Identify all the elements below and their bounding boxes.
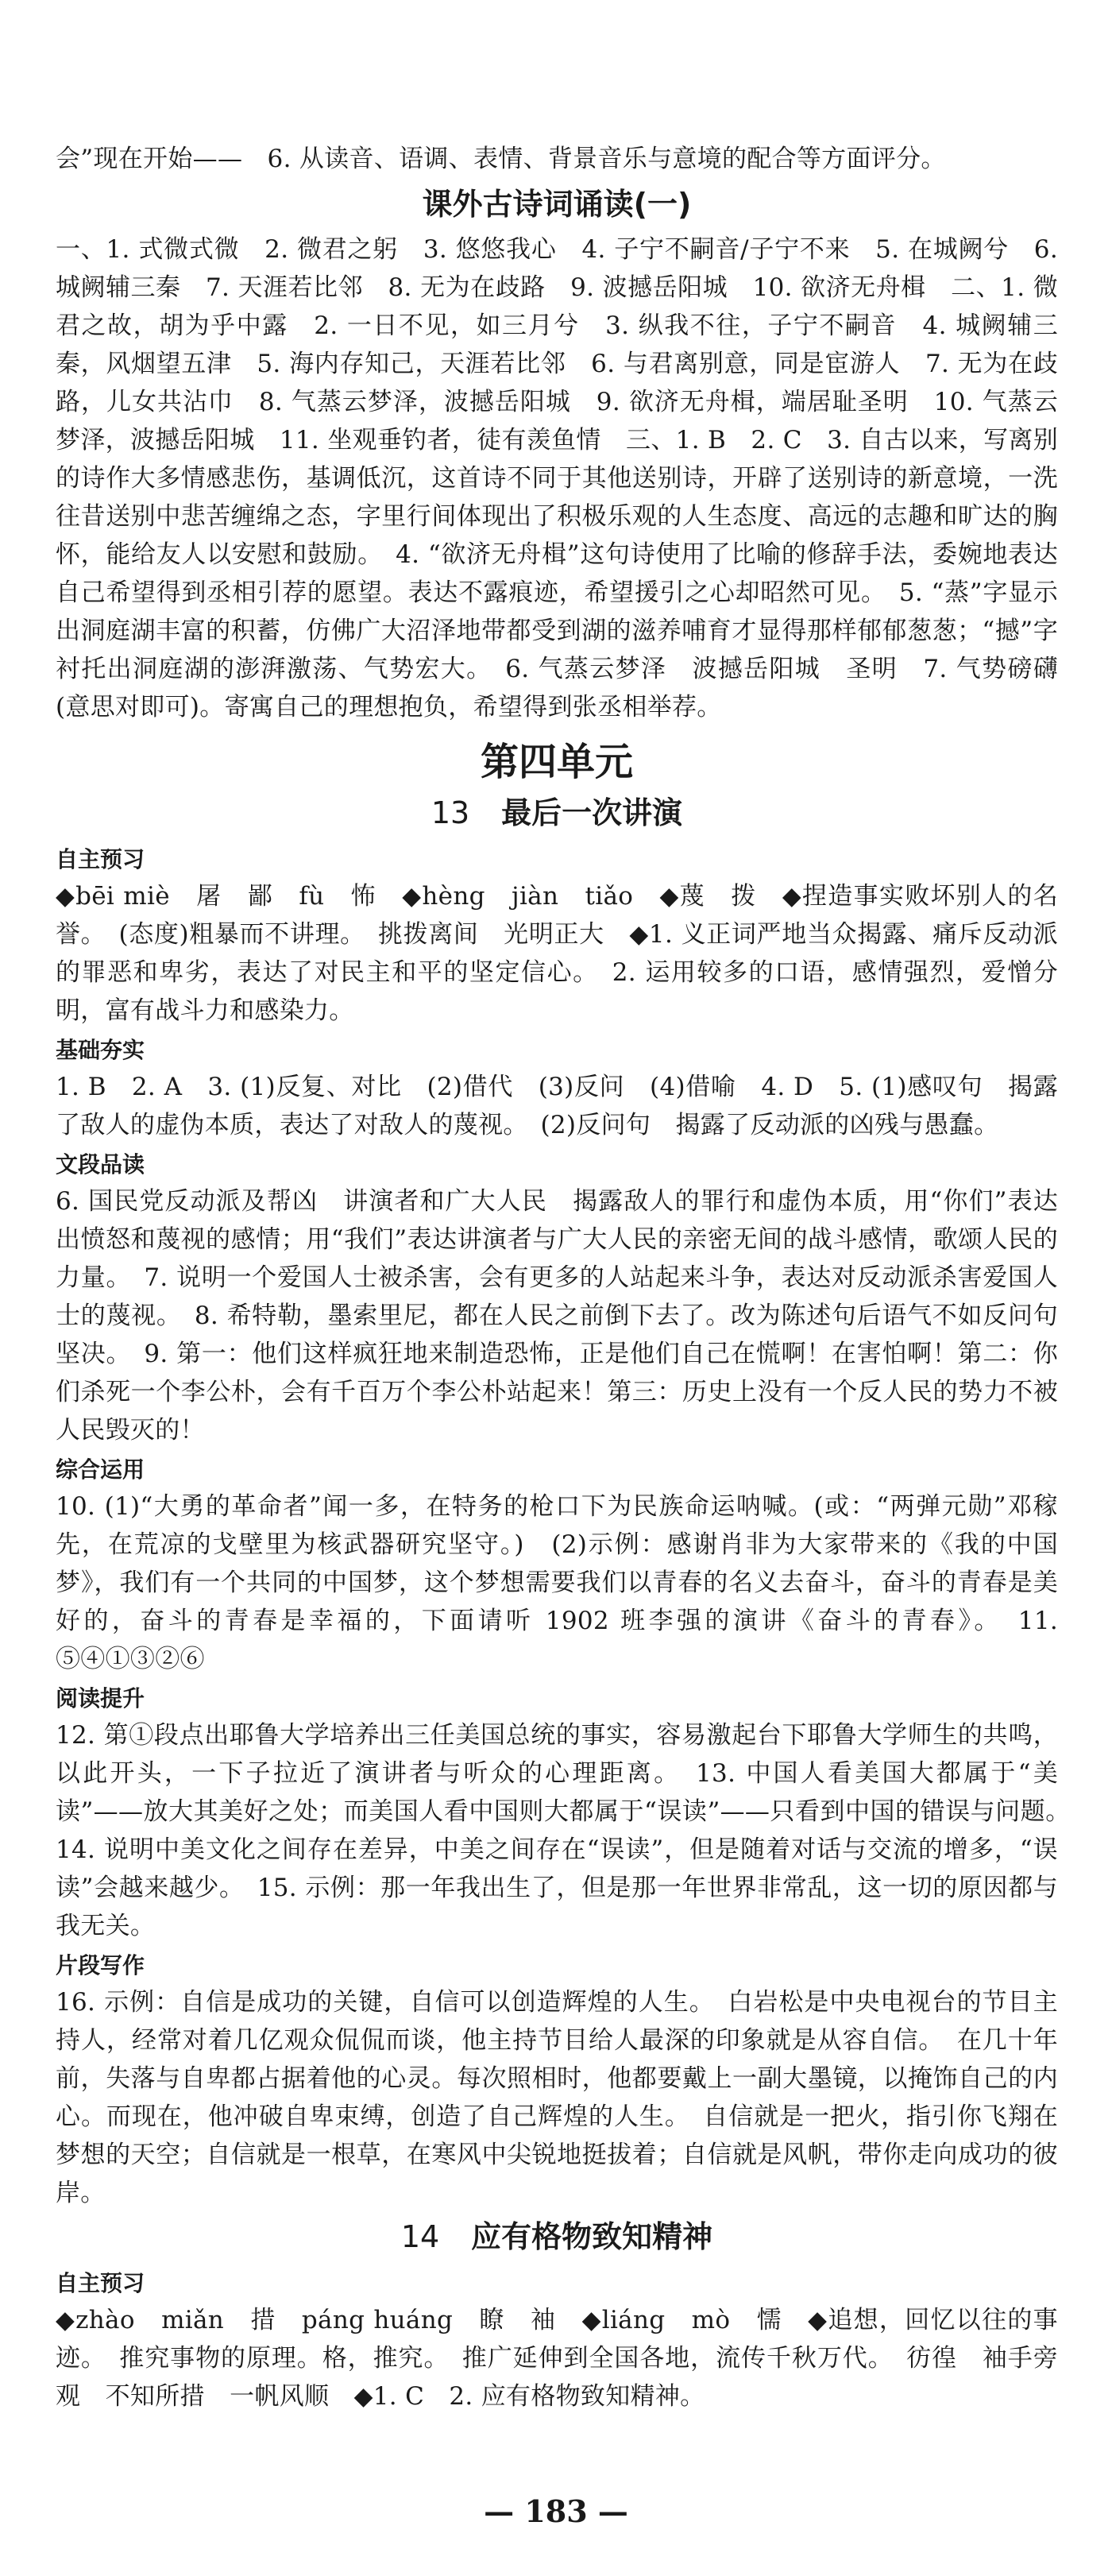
l13-basics-answers: 1. B 2. A 3. (1)反复、对比 (2)借代 (3)反问 (4)借喻 4. D 5. (1)感叹句 揭露了敌人的虚伪本质，表达了对敌人的蔑视。 (2)反问句 揭露了反动派的凶残与愚蠢。: [56, 1073, 1058, 1139]
l14-preview-answers: ◆zhào miǎn 措 páng huáng 瞭 袖 ◆liáng mò 懦 ◆追想，回忆以往的事迹。 推究事物的原理。格，推究。 推广延伸到全国各地，流传千秋万代。 彷徨 袖手旁观 不知所措 一帆风顺 ◆1. C 2. 应有格物致知精神。: [56, 2306, 1058, 2411]
l13-preview-answers: ◆bēi miè 屠 鄙 fù 怖 ◆hèng jiàn tiǎo ◆蔑 拨 ◆捏造事实败坏别人的名誉。 (态度)粗暴而不讲理。 挑拨离间 光明正大 ◆1. 义正词严地当众揭露、痛斥反动派的罪恶和卑劣，表达了对民主和平的坚定信心。 2. 运用较多的口语，感情强烈，爱憎分明，富有战斗力和感染力。: [56, 882, 1058, 1025]
section-title: 课外古诗词诵读(一): [422, 187, 692, 222]
page-number: — 183 —: [484, 2493, 628, 2529]
l13-reading-label: 文段品读: [56, 1151, 145, 1178]
lesson-13-heading: [56, 788, 1058, 837]
l13-advanced-answers: 12. 第①段点出耶鲁大学培养出三任美国总统的事实，容易激起台下耶鲁大学师生的共鸣，以此开头，一下子拉近了演讲者与听众的心理距离。 13. 中国人看美国大都属于“美读”——放大其美好之处；而美国人看中国则大都属于“误读”——只看到中国的错误与问题。 14. 说明中美文化之间存在差异，中美之间存在“误读”，但是随着对话与交流的增多，“误读”会越来越少。 15. 示例：那一年我出生了，但是那一年世界非常乱，这一切的原因都与我无关。: [56, 1721, 1083, 1940]
l13-writing-label: 片段写作: [56, 1952, 145, 1978]
lesson-13-title: 最后一次讲演: [501, 795, 683, 830]
l13-integrated-label: 综合运用: [56, 1456, 145, 1483]
unit-title: 第四单元: [480, 740, 633, 784]
lesson-14-number: 14: [400, 2219, 440, 2254]
l13-preview-label: 自主预习: [56, 846, 145, 872]
lesson-14-heading: [56, 2212, 1058, 2261]
l13-integrated-answers: 10. (1)“大勇的革命者”闻一多，在特务的枪口下为民族命运呐喊。(或：“两弹元勋”邓稼先，在荒凉的戈壁里为核武器研究坚守。) (2)示例：感谢肖非为大家带来的《我的中国梦》，我们有一个共同的中国梦，这个梦想需要我们以青春的名义去奋斗，奋斗的青春是美好的，奋斗的青春是幸福的，下面请听 1902 班李强的演讲《奋斗的青春》。 11. ⑤④①③②⑥: [56, 1492, 1058, 1673]
intro-line: 会”现在开始—— 6. 从读音、语调、表情、背景音乐与意境的配合等方面评分。: [56, 145, 946, 173]
l13-basics-label: 基础夯实: [56, 1037, 145, 1063]
l13-writing-answers: 16. 示例：自信是成功的关键，自信可以创造辉煌的人生。 白岩松是中央电视台的节目主持人，经常对着几亿观众侃侃而谈，他主持节目给人最深的印象就是从容自信。 在几十年前，失落与自卑都占据着他的心灵。每次照相时，他都要戴上一副大墨镜，以掩饰自己的内心。而现在，他冲破自卑束缚，创造了自己辉煌的人生。 自信就是一把火，指引你飞翔在梦想的天空；自信就是一根草，在寒风中尖锐地挺拔着；自信就是风帆，带你走向成功的彼岸。: [56, 1988, 1058, 2207]
lesson-14-title: 应有格物致知精神: [471, 2219, 713, 2254]
lesson-13-number: 13: [431, 795, 470, 830]
content-flow: [56, 140, 1083, 2415]
l13-reading-answers: 6. 国民党反动派及帮凶 讲演者和广大人民 揭露敌人的罪行和虚伪本质，用“你们”表达出愤怒和蔑视的感情；用“我们”表达讲演者与广大人民的亲密无间的战斗感情，歌颂人民的力量。 7. 说明一个爱国人士被杀害，会有更多的人站起来斗争，表达对反动派杀害爱国人士的蔑视。 8. 希特勒，墨索里尼，都在人民之前倒下去了。改为陈述句后语气不如反问句坚决。 9. 第一：他们这样疯狂地来制造恐怖，正是他们自己在慌啊！在害怕啊！第二：你们杀死一个李公朴，会有千百万个李公朴站起来！第三：历史上没有一个反人民的势力不被人民毁灭的！: [56, 1187, 1058, 1445]
poetry-answers: 一、1. 式微式微 2. 微君之躬 3. 悠悠我心 4. 子宁不嗣音/子宁不来 5. 在城阙兮 6. 城阙辅三秦 7. 天涯若比邻 8. 无为在歧路 9. 波撼岳阳城 10. 欲济无舟楫 二、1. 微君之故，胡为乎中露 2. 一日不见，如三月兮 3. 纵我不往，子宁不嗣音 4. 城阙辅三秦，风烟望五津 5. 海内存知己，天涯若比邻 6. 与君离别意，同是宦游人 7. 无为在歧路，儿女共沾巾 8. 气蒸云梦泽，波撼岳阳城 9. 欲济无舟楫，端居耻圣明 10. 气蒸云梦泽，波撼岳阳城 11. 坐观垂钓者，徒有羡鱼情 三、1. B 2. C 3. 自古以来，写离别的诗作大多情感悲伤，基调低沉，这首诗不同于其他送别诗，开辟了送别诗的新意境，一洗往昔送别中悲苦缠绵之态，字里行间体现出了积极乐观的人生态度、高远的志趣和旷达的胸怀，能给友人以安慰和鼓励。 4. “欲济无舟楫”这句诗使用了比喻的修辞手法，委婉地表达自己希望得到丞相引荐的愿望。表达不露痕迹，希望援引之心却昭然可见。 5. “蒸”字显示出洞庭湖丰富的积蓄，仿佛广大沼泽地带都受到湖的滋养哺育才显得那样郁郁葱葱；“撼”字衬托出洞庭湖的澎湃激荡、气势宏大。 6. 气蒸云梦泽 波撼岳阳城 圣明 7. 气势磅礴(意思对即可)。寄寓自己的理想抱负，希望得到张丞相举荐。: [56, 235, 1058, 721]
l14-preview-label: 自主预习: [56, 2270, 145, 2296]
l13-advanced-label: 阅读提升: [56, 1685, 145, 1712]
